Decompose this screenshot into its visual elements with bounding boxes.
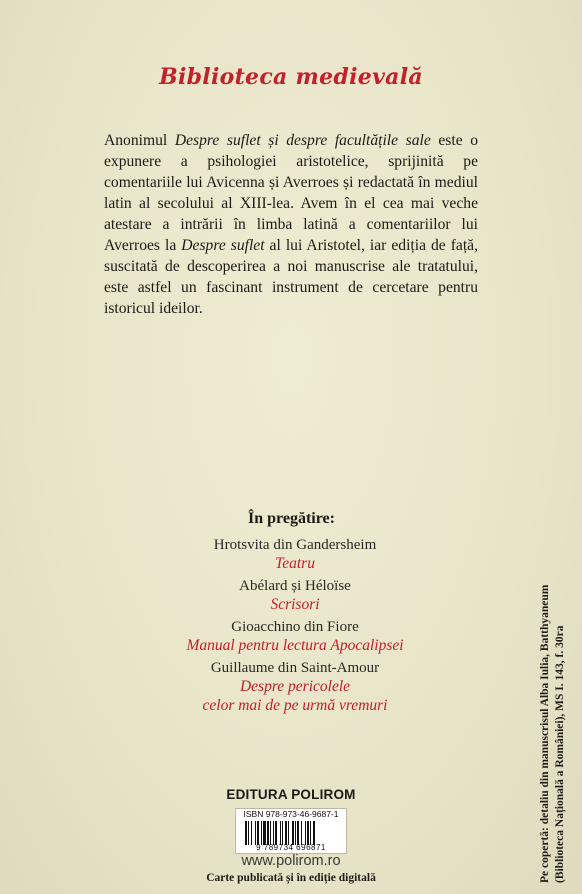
book-author: Hrotsvita din Gandersheim	[213, 537, 377, 553]
book-author: Gioacchino din Fiore	[231, 619, 359, 635]
book-author: Abélard și Héloïse	[239, 578, 351, 594]
upcoming-heading: În pregătire:	[248, 510, 335, 527]
blurb-part-1: Anonimul	[104, 132, 175, 149]
cover-credit	[538, 553, 568, 883]
upcoming-book	[170, 536, 420, 573]
book-title: Manual pentru lectura Apocalipsei	[186, 637, 404, 654]
barcode-bars	[244, 821, 340, 845]
upcoming-book	[170, 618, 420, 655]
upcoming-book	[170, 577, 420, 614]
blurb-text	[104, 130, 478, 319]
barcode	[235, 808, 347, 854]
blurb-part-2: este o expunere a psihologiei aristotelice, sprijinită pe comentariile lui Avicenna și Averroes și redactată în mediul latin al secolului al XIII-lea. Avem în el cea mai veche atestare a intrării în limba latină a comentariilor lui Averroes la	[104, 132, 478, 254]
book-title-line-2: celor mai de pe urmă vremuri	[202, 697, 388, 714]
blurb-part-3: al lui Aristotel, iar ediția de față, suscitată de descoperirea a noi manuscrise ale tratatului, este astfel un fascinant instrument de cercetare pentru istoricul ideilor.	[104, 237, 479, 317]
cover-credit-line-1: Pe copertă: detaliu din manuscrisul Alba Iulia, Batthyaneum	[539, 584, 551, 883]
isbn-label: ISBN 978-973-46-9687-1	[243, 809, 339, 819]
book-title-line-1: Despre pericolele	[239, 678, 351, 695]
upcoming-book	[170, 659, 420, 715]
blurb-work-title: Despre suflet și despre facultățile sale	[174, 132, 431, 149]
digital-edition-note: Carte publicată și în ediție digitală	[206, 872, 376, 884]
book-title: Teatru	[275, 555, 315, 572]
book-author: Guillaume din Saint-Amour	[210, 660, 380, 676]
blurb-aristotle-title: Despre suflet	[181, 237, 265, 254]
publisher-website: www.polirom.ro	[241, 853, 341, 869]
series-title: Biblioteca medievală	[159, 64, 423, 90]
upcoming-list	[170, 536, 420, 719]
book-title: Scrisori	[270, 596, 320, 613]
cover-credit-line-2: (Biblioteca Națională a României), MS I. 143, f. 30ra	[554, 625, 566, 883]
barcode-digits: 9 789734 696871	[256, 843, 326, 852]
publisher-name: EDITURA POLIROM	[226, 787, 356, 802]
